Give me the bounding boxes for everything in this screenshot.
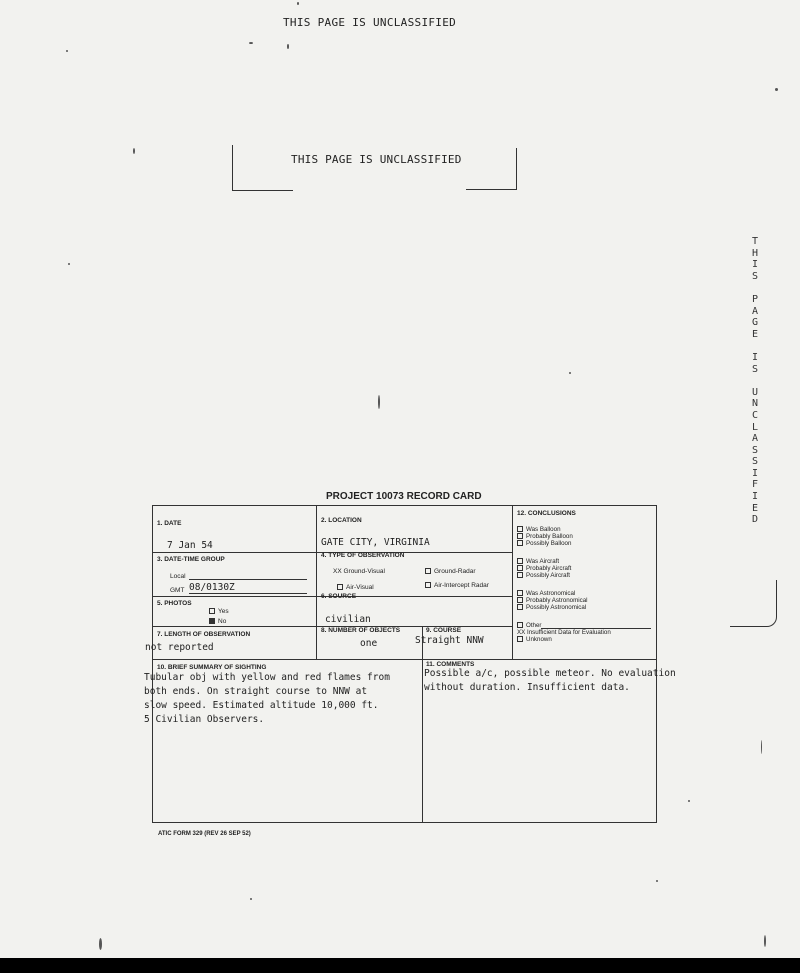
date-time-group-label: 3. DATE-TIME GROUP	[157, 556, 225, 563]
checkbox-icon	[517, 572, 523, 578]
checkbox-icon	[337, 584, 343, 590]
checkbox-icon	[425, 582, 431, 588]
checkbox-icon	[209, 608, 215, 614]
checkbox-icon	[517, 533, 523, 539]
checkbox-icon	[517, 526, 523, 532]
grid-line	[422, 659, 423, 822]
air-intercept-radar-option: Air-Intercept Radar	[425, 582, 489, 589]
length-of-observation-value: not reported	[145, 642, 214, 653]
scan-speck	[68, 263, 70, 265]
scan-speck	[378, 395, 380, 409]
summary-line: 5 Civilian Observers.	[144, 714, 265, 725]
scan-speck	[764, 935, 766, 947]
vertical-stamp-bracket	[730, 580, 777, 627]
record-card	[144, 505, 676, 823]
photos-label: 5. PHOTOS	[157, 600, 192, 607]
conclusion-option: Unknown	[517, 636, 552, 643]
conclusions-label: 12. CONCLUSIONS	[517, 510, 576, 517]
checkbox-icon	[517, 565, 523, 571]
checked-checkbox-icon	[209, 618, 215, 624]
conclusion-option: Possibly Balloon	[517, 540, 571, 547]
grid-line	[153, 659, 656, 660]
scan-speck	[297, 2, 299, 5]
summary-line: slow speed. Estimated altitude 10,000 ft.	[144, 700, 379, 711]
number-of-objects-label: 8. NUMBER OF OBJECTS	[321, 627, 401, 634]
grid-line	[512, 506, 513, 659]
conclusion-option: Probably Astronomical	[517, 597, 588, 604]
summary-label: 10. BRIEF SUMMARY OF SIGHTING	[157, 664, 267, 671]
local-label: Local	[170, 573, 186, 580]
gmt-value: 08/0130Z	[189, 582, 235, 593]
scan-speck	[249, 42, 253, 44]
comments-line: without duration. Insufficient data.	[424, 682, 630, 693]
scan-border	[0, 958, 800, 973]
checkbox-icon	[517, 622, 523, 628]
location-label: 2. LOCATION	[321, 517, 362, 524]
conclusion-option-selected: XX Insufficient Data for Evaluation	[517, 629, 611, 636]
boxed-classification-stamp: THIS PAGE IS UNCLASSIFIED	[291, 153, 462, 166]
scan-speck	[133, 148, 135, 154]
photos-no-option: No	[209, 618, 226, 625]
checkbox-icon	[517, 597, 523, 603]
conclusion-option: Was Astronomical	[517, 590, 575, 597]
scan-speck	[656, 880, 658, 882]
stamp-bracket-left	[232, 145, 293, 191]
summary-line: both ends. On straight course to NNW at	[144, 686, 368, 697]
conclusion-option: Probably Aircraft	[517, 565, 571, 572]
form-number: ATIC FORM 329 (REV 26 SEP 52)	[158, 831, 251, 837]
conclusion-option: Was Aircraft	[517, 558, 559, 565]
scan-speck	[761, 740, 762, 754]
checkbox-icon	[517, 636, 523, 642]
gmt-underline	[189, 593, 307, 594]
scan-speck	[569, 372, 571, 374]
conclusion-option: Possibly Astronomical	[517, 604, 586, 611]
length-of-observation-label: 7. LENGTH OF OBSERVATION	[157, 631, 251, 638]
checkbox-icon	[425, 568, 431, 574]
gmt-label: GMT	[170, 587, 185, 594]
local-underline	[189, 579, 307, 580]
ground-radar-option: Ground-Radar	[425, 568, 476, 575]
checkbox-icon	[517, 558, 523, 564]
course-label: 9. COURSE	[426, 627, 462, 634]
scan-speck	[99, 938, 102, 950]
air-visual-option: Air-Visual	[337, 584, 374, 591]
record-card-title: PROJECT 10073 RECORD CARD	[326, 491, 482, 502]
checkbox-icon	[517, 604, 523, 610]
date-value: 7 Jan 54	[167, 540, 213, 551]
conclusion-option: Was Balloon	[517, 526, 561, 533]
ground-visual-option: XX Ground-Visual	[333, 568, 385, 575]
comments-label: 11. COMMENTS	[426, 661, 475, 668]
scan-speck	[688, 800, 690, 802]
grid-line	[316, 506, 317, 659]
source-value: civilian	[325, 614, 371, 625]
conclusion-option: Other	[517, 622, 541, 629]
source-label: 6. SOURCE	[321, 593, 357, 600]
vertical-classification-stamp: T H I S P A G E I S U N C L A S S I F I E D	[751, 236, 759, 526]
number-of-objects-value: one	[360, 638, 378, 649]
checkbox-icon	[517, 540, 523, 546]
location-value: GATE CITY, VIRGINIA	[321, 537, 430, 548]
stamp-bracket-right	[466, 148, 517, 190]
date-label: 1. DATE	[157, 520, 182, 527]
scan-speck	[287, 44, 289, 49]
comments-line: Possible a/c, possible meteor. No evaluation	[424, 668, 676, 679]
checkbox-icon	[517, 590, 523, 596]
scan-speck	[775, 88, 778, 91]
summary-line: Tubular obj with yellow and red flames from	[144, 672, 390, 683]
type-of-observation-label: 4. TYPE OF OBSERVATION	[321, 552, 405, 559]
top-classification-stamp: THIS PAGE IS UNCLASSIFIED	[283, 16, 457, 29]
course-value: Straight NNW	[415, 635, 484, 646]
photos-yes-option: Yes	[209, 608, 229, 615]
scan-speck	[250, 898, 252, 900]
conclusion-option: Possibly Aircraft	[517, 572, 570, 579]
conclusion-option: Probably Balloon	[517, 533, 573, 540]
scan-speck	[66, 50, 68, 52]
